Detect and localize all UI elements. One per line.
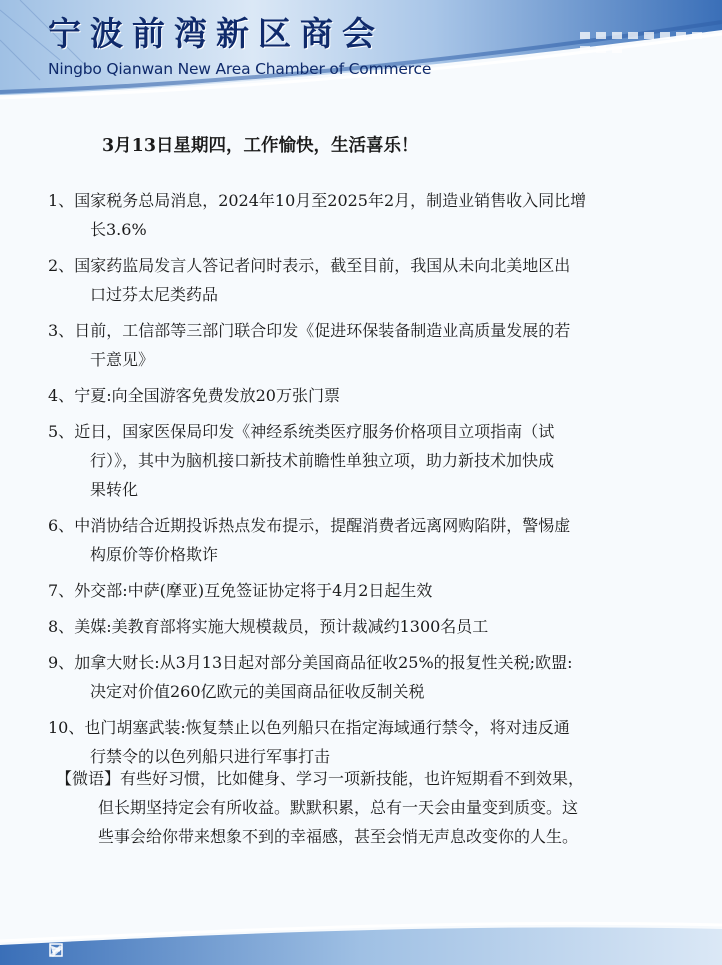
news-line [48, 648, 688, 677]
news-line [48, 381, 688, 410]
news-line: 口过芬太尼类药品 [90, 285, 219, 304]
news-item [48, 576, 688, 605]
news-item [48, 186, 688, 244]
news-line: 构原价等价格欺诈 [90, 545, 219, 564]
news-item [48, 381, 688, 410]
news-number: 5、 [48, 422, 75, 441]
news-number: 2、 [48, 256, 75, 275]
news-item [48, 612, 688, 641]
news-number: 4、 [48, 386, 75, 405]
news-line [48, 576, 688, 605]
news-number: 6、 [48, 516, 75, 535]
news-text: 宁夏:向全国游客免费发放20万张门票 [74, 386, 340, 405]
news-number: 3、 [48, 321, 75, 340]
footer-background [0, 905, 722, 965]
news-text: 国家税务总局消息，2024年10月至2025年2月，制造业销售收入同比增 [74, 191, 587, 210]
header-banner [0, 0, 722, 118]
news-number: 10、 [48, 718, 85, 737]
news-text: 日前，工信部等三部门联合印发《促进环保装备制造业高质量发展的若 [74, 321, 571, 340]
news-number: 1、 [48, 191, 75, 210]
news-text: 近日，国家医保局印发《神经系统类医疗服务价格项目立项指南（试 [74, 422, 555, 441]
news-text: 国家药监局发言人答记者问时表示，截至目前，我国从未向北美地区出 [74, 256, 571, 275]
news-number: 7、 [48, 581, 75, 600]
news-line: 行）》，其中为脑机接口新技术前瞻性单独立项，助力新技术加快成 [90, 451, 555, 470]
news-text: 也门胡塞武装:恢复禁止以色列船只在指定海域通行禁令，将对违反通 [84, 718, 570, 737]
motto-line: 些事会给你带来想象不到的幸福感，甚至会悄无声息改变你的人生。 [98, 827, 579, 846]
news-line [48, 612, 688, 641]
pointer-icon [48, 943, 66, 957]
news-line: 长3.6% [90, 220, 147, 239]
chamber-title-en: Ningbo Qianwan New Area Chamber of Commerce [48, 60, 432, 78]
news-item [48, 316, 688, 374]
daily-greeting: 3月13日星期四，工作愉快，生活喜乐！ [102, 136, 419, 156]
news-item [48, 511, 688, 569]
news-line [48, 316, 688, 345]
news-text: 美媒:美教育部将实施大规模裁员，预计裁减约1300名员工 [74, 617, 489, 636]
news-number: 9、 [48, 653, 75, 672]
news-item [48, 417, 688, 504]
news-item [48, 648, 688, 706]
chamber-title-cn: 宁波前湾新区商会 [48, 14, 384, 53]
news-text: 加拿大财长:从3月13日起对部分美国商品征收25%的报复性关税;欧盟: [74, 653, 573, 672]
news-number: 8、 [48, 617, 75, 636]
news-item [48, 713, 688, 771]
news-list [48, 186, 688, 778]
news-line [48, 713, 688, 742]
news-line [48, 511, 688, 540]
news-line: 行禁令的以色列船只进行军事打击 [90, 747, 331, 766]
footer-banner [0, 905, 722, 965]
news-text: 中消协结合近期投诉热点发布提示，提醒消费者远离网购陷阱，警惕虚 [74, 516, 571, 535]
news-item [48, 251, 688, 309]
news-text: 外交部:中萨(摩亚)互免签证协定将于4月2日起生效 [74, 581, 433, 600]
news-line: 决定对价值260亿欧元的美国商品征收反制关税 [90, 682, 425, 701]
news-line: 干意见》 [90, 350, 155, 369]
motto-paragraph [56, 764, 686, 851]
motto-line: 【微语】有些好习惯，比如健身、学习一项新技能，也许短期看不到效果， [56, 769, 585, 788]
news-line [48, 417, 688, 446]
news-line [48, 186, 688, 215]
news-line: 果转化 [90, 480, 139, 499]
motto-line: 但长期坚持定会有所收益。默默积累，总有一天会由量变到质变。这 [98, 798, 579, 817]
news-line [48, 251, 688, 280]
